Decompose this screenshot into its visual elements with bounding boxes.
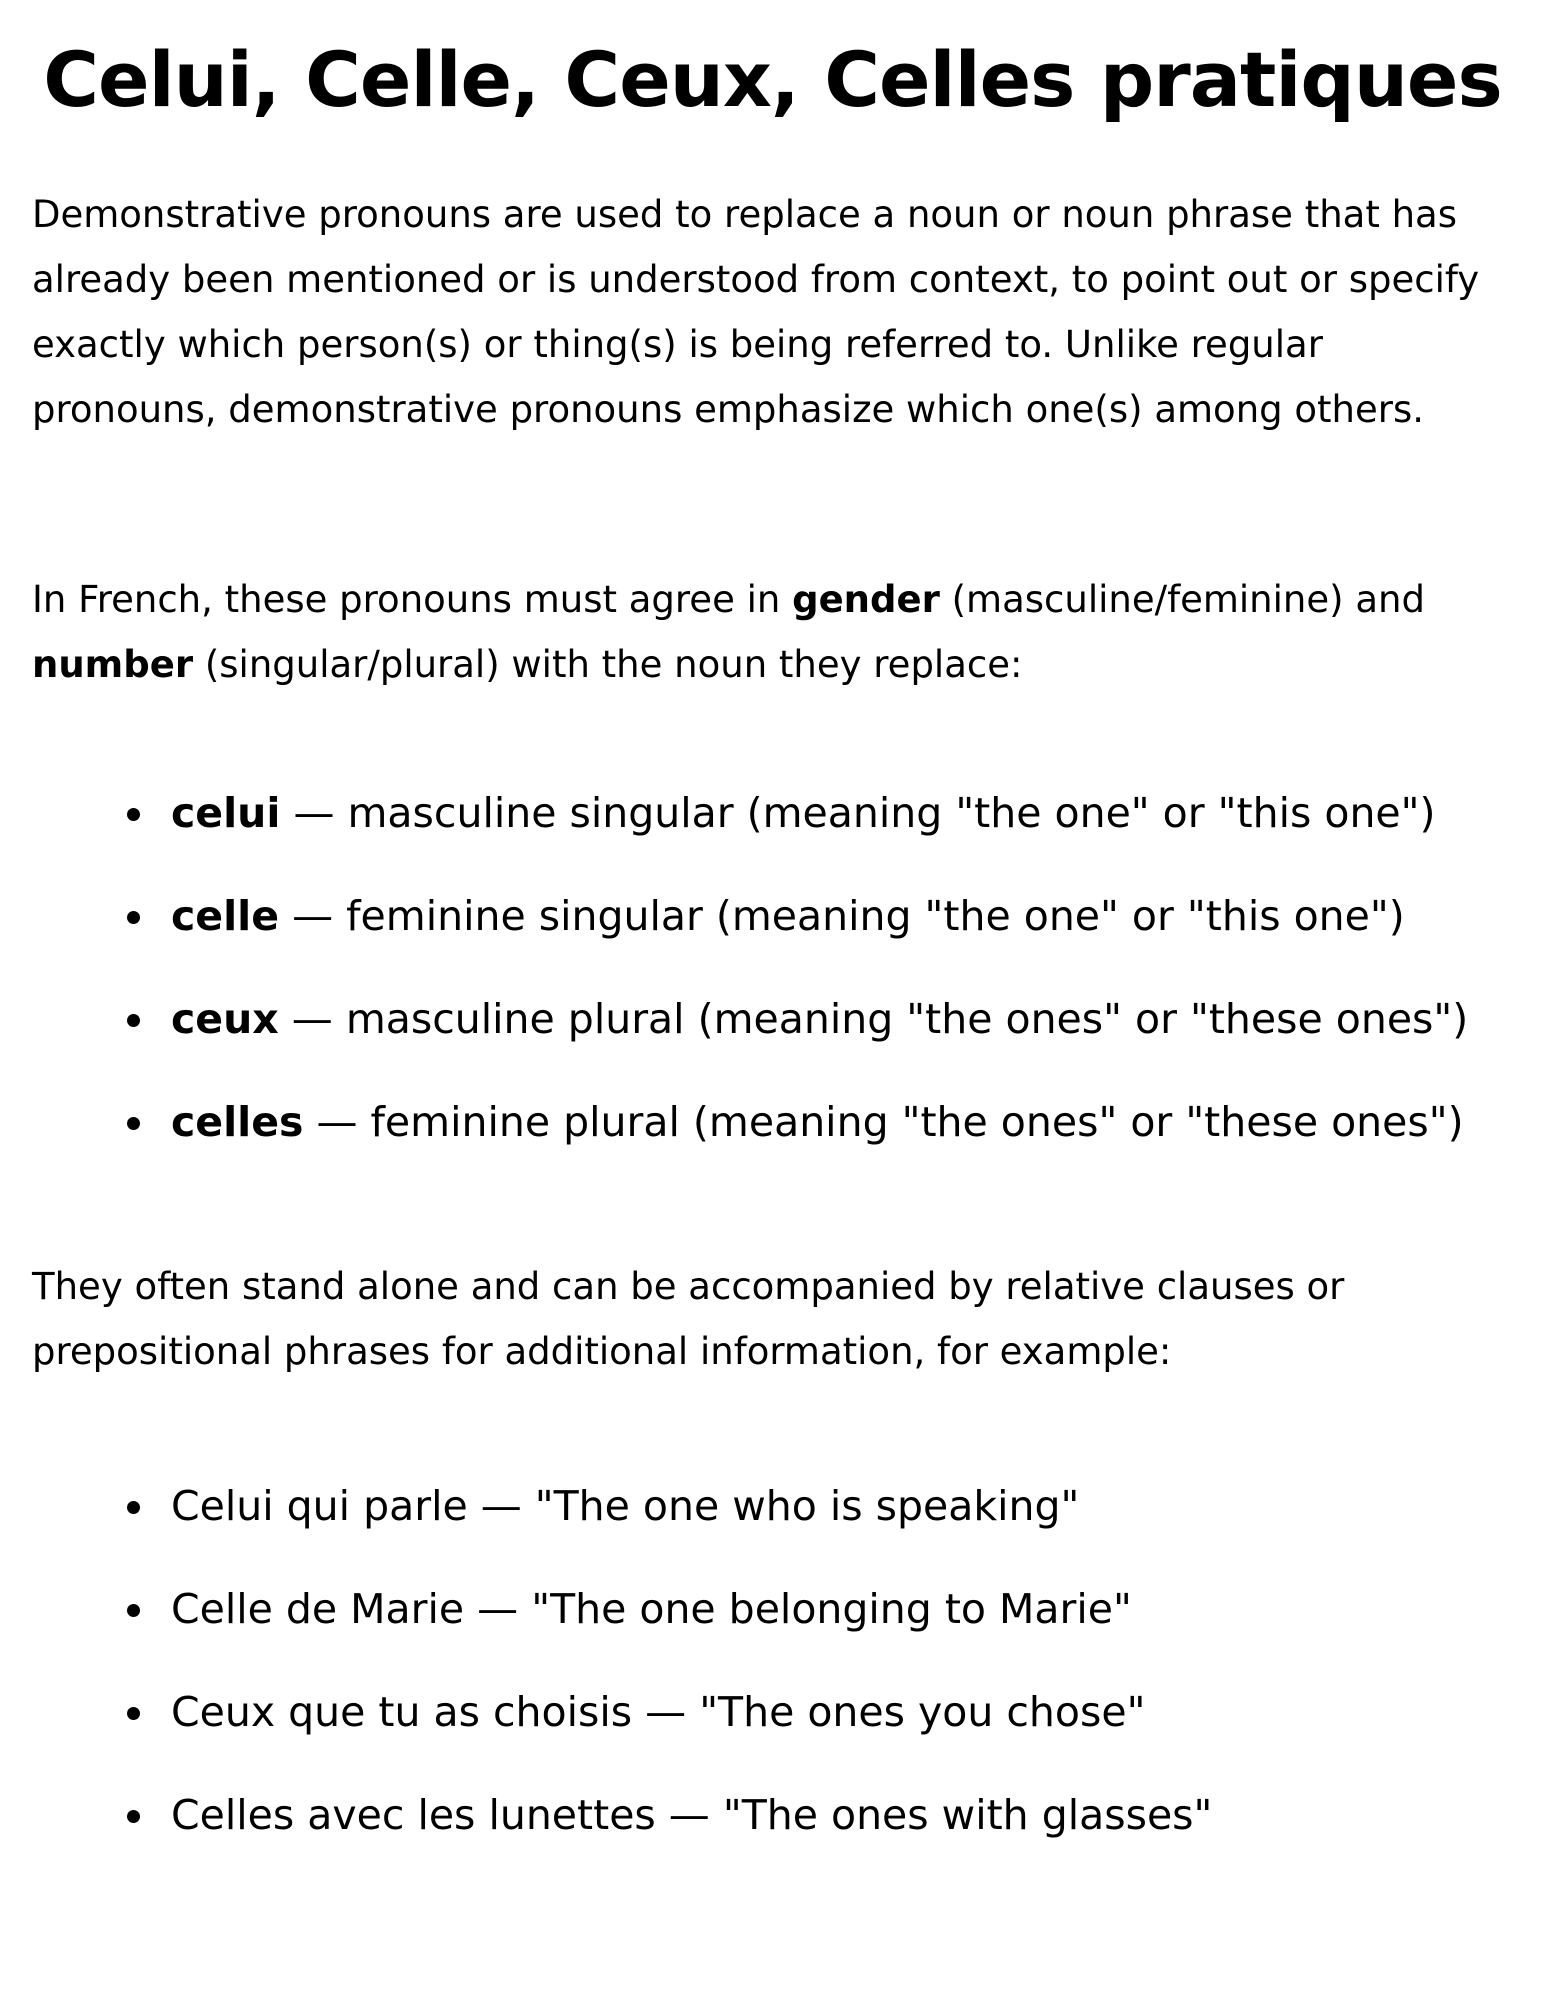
bullet-icon xyxy=(127,1604,140,1617)
bullet-icon xyxy=(127,808,140,821)
form-term: celui xyxy=(171,789,281,837)
list-item xyxy=(0,762,1545,865)
gender-term: gender xyxy=(792,578,940,621)
bullet-icon xyxy=(127,1707,140,1720)
list-item xyxy=(0,1764,1545,1867)
list-item xyxy=(0,1661,1545,1764)
bullet-icon xyxy=(127,1014,140,1027)
form-term: ceux xyxy=(171,995,279,1043)
list-item xyxy=(0,968,1545,1071)
agreement-text-middle: (masculine/feminine) and xyxy=(939,578,1425,621)
intro-paragraph: Demonstrative pronouns are used to replace a noun or noun phrase that has already been mentioned or is understood from context, to point out or specify exactly which person(s) or thing(s) is being referred to. Unlike regular pronouns, demonstrative pronouns emphasize which one(s) among others. xyxy=(32,193,1480,431)
example-text: Ceux que tu as choisis — "The ones you chose" xyxy=(171,1688,1146,1736)
form-term: celles xyxy=(171,1098,304,1146)
example-text: Celle de Marie — "The one belonging to Marie" xyxy=(171,1585,1132,1633)
form-description: — masculine plural (meaning "the ones" or "these ones") xyxy=(278,995,1469,1043)
example-text: Celles avec les lunettes — "The ones with glasses" xyxy=(171,1791,1213,1839)
list-item xyxy=(0,865,1545,968)
example-text: Celui qui parle — "The one who is speaking" xyxy=(171,1482,1080,1530)
bullet-icon xyxy=(127,911,140,924)
form-term: celle xyxy=(171,892,280,940)
agreement-paragraph xyxy=(32,567,1512,697)
page-title: Celui, Celle, Ceux, Celles pratiques xyxy=(43,35,1502,124)
usage-paragraph: They often stand alone and can be accompanied by relative clauses or prepositional phrases for additional information, for example: xyxy=(32,1265,1345,1373)
pronoun-forms-list xyxy=(0,762,1545,1174)
bullet-icon xyxy=(127,1810,140,1823)
agreement-text-after: (singular/plural) with the noun they replace: xyxy=(193,643,1023,686)
list-item xyxy=(0,1455,1545,1558)
agreement-text-before: In French, these pronouns must agree in xyxy=(32,578,793,621)
form-description: — feminine singular (meaning "the one" or "this one") xyxy=(279,892,1405,940)
list-item xyxy=(0,1071,1545,1174)
examples-list xyxy=(0,1455,1545,1867)
bullet-icon xyxy=(127,1501,140,1514)
bullet-icon xyxy=(127,1117,140,1130)
number-term: number xyxy=(32,643,194,686)
form-description: — masculine singular (meaning "the one" or "this one") xyxy=(280,789,1436,837)
list-item xyxy=(0,1558,1545,1661)
form-description: — feminine plural (meaning "the ones" or "these ones") xyxy=(303,1098,1464,1146)
